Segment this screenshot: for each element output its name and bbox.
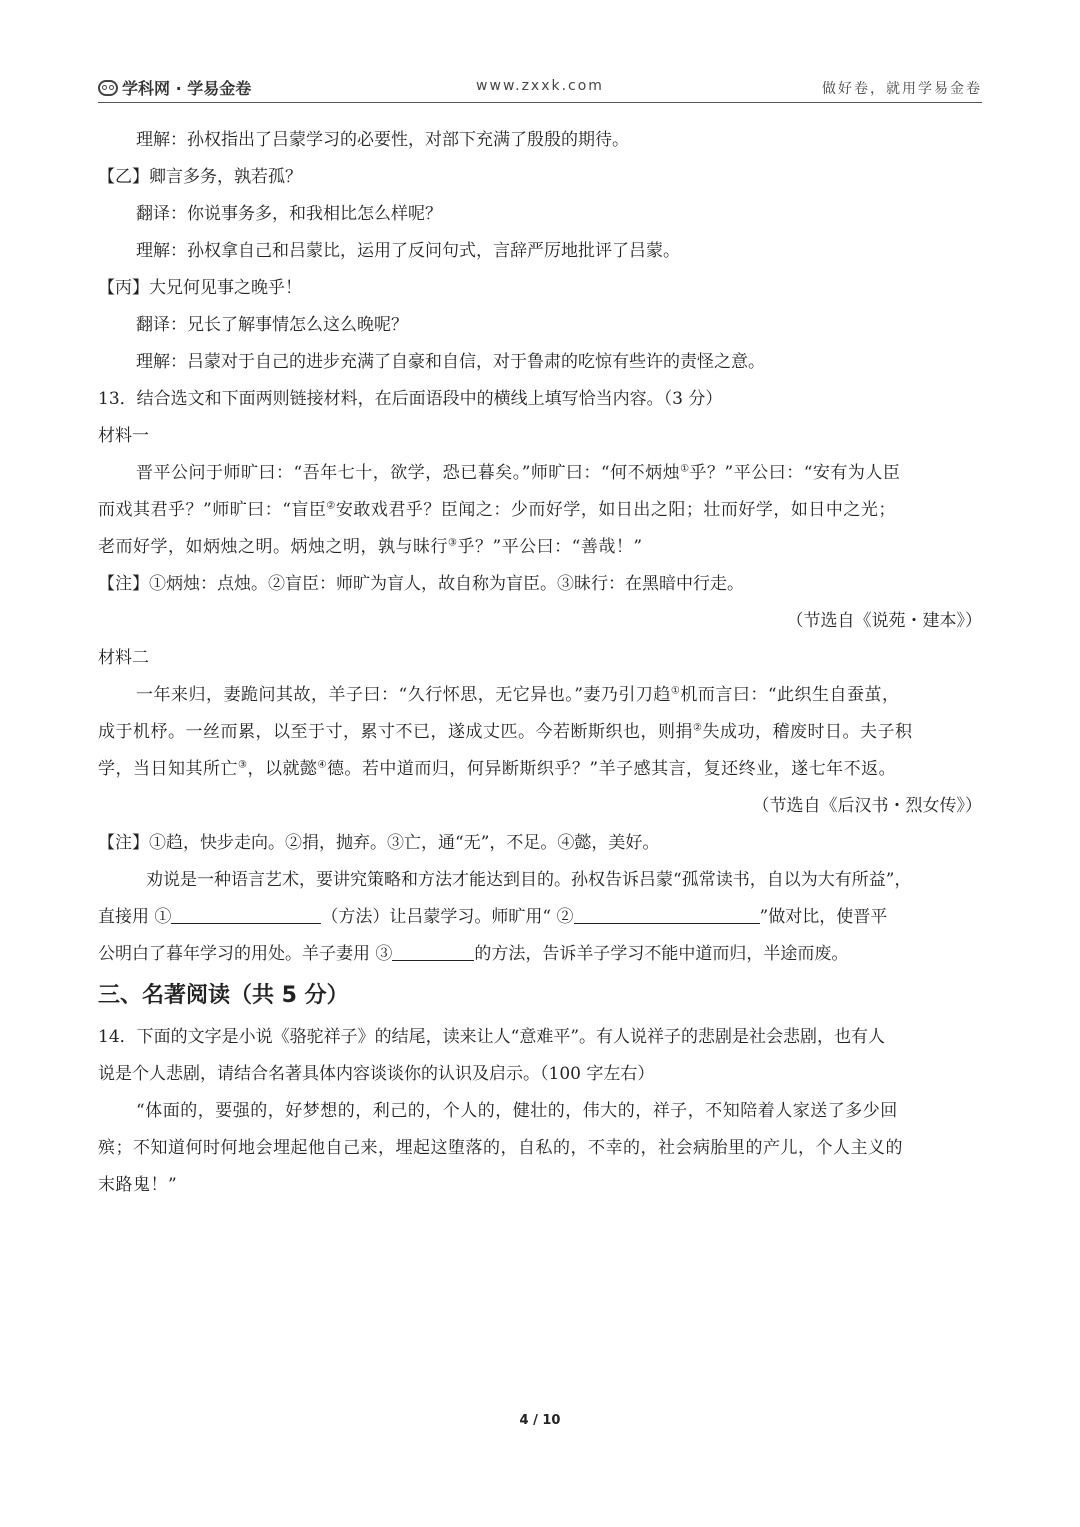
site-url: www.zxxk.com [476, 78, 604, 94]
section-heading: 三、名著阅读（共 5 分） [98, 983, 349, 1008]
blank-1[interactable] [171, 903, 321, 924]
text-line: 理解：孙权指出了吕蒙学习的必要性，对部下充满了殷殷的期待。 [136, 130, 629, 150]
question-14: 14．下面的文字是小说《骆驼祥子》的结尾，读来让人“意难平”。有人说祥子的悲剧是社会悲剧，也有人 [98, 1027, 886, 1047]
material-2-line: 学，当日知其所亡③，以就懿④德。若中道而归，何异断斯织乎？”羊子感其言，复还终业，遂七年不返。 [98, 759, 897, 779]
text-line: 翻译：兄长了解事情怎么这么晚呢？ [136, 315, 408, 335]
material-1-heading: 材料一 [98, 426, 149, 446]
header-slogan: 做好卷，就用学易金卷 [822, 81, 982, 97]
blank-3[interactable] [392, 940, 474, 961]
answer-paragraph-line: 劝说是一种语言艺术，要讲究策略和方法才能达到目的。孙权告诉吕蒙“孤常读书，自以为大有所益”， [146, 870, 912, 890]
material-1-line: 而戏其君乎？”师旷曰：“盲臣②安敢戏君乎？臣闻之：少而好学，如日出之阳；壮而好学，如日中之光； [98, 500, 896, 520]
material-1-line: 晋平公问于师旷曰：“吾年七十，欲学，恐已暮矣。”师旷曰：“何不炳烛①乎？”平公曰：“安有为人臣 [136, 463, 901, 483]
text-line: 【乙】卿言多务，孰若孤？ [98, 167, 302, 187]
question-13: 13．结合选文和下面两则链接材料，在后面语段中的横线上填写恰当内容。（3 分） [98, 389, 723, 409]
material-1-source: （节选自《说苑・建本》） [786, 611, 982, 631]
text-line: 理解：吕蒙对于自己的进步充满了自豪和自信，对于鲁肃的吃惊有些许的责怪之意。 [136, 352, 765, 372]
material-1-line: 老而好学，如炳烛之明。炳烛之明，孰与昧行③乎？”平公曰：“善哉！” [98, 537, 643, 557]
quote-line: 末路鬼！” [98, 1175, 178, 1195]
answer-paragraph-line: 公明白了暮年学习的用处。羊子妻用 ③ 的方法，告诉羊子学习不能中道而归，半途而废。 [98, 936, 982, 973]
page-header [98, 76, 982, 103]
material-2-notes: 【注】①趋，快步走向。②捐，抛弃。③亡，通“无”，不足。④懿，美好。 [98, 833, 660, 853]
quote-line: “体面的，要强的，好梦想的，利己的，个人的，健壮的，伟大的，祥子，不知陪着人家送了多少回 [136, 1101, 898, 1121]
text-line: 理解：孙权拿自己和吕蒙比，运用了反问句式，言辞严厉地批评了吕蒙。 [136, 241, 680, 261]
answer-paragraph-line: 直接用 ① （方法）让吕蒙学习。师旷用“ ② ”做对比，使晋平 [98, 899, 982, 936]
text-line: 【丙】大兄何见事之晚乎！ [98, 278, 302, 298]
page-number: 4 / 10 [519, 1413, 561, 1428]
material-2-line: 成于机杼。一丝而累，以至于寸，累寸不已，遂成丈匹。今若断斯织也，则捐②失成功，稽废时日。夫子积 [98, 722, 913, 742]
logo-text: 学科网 · 学易金卷 [122, 79, 252, 98]
material-1-notes: 【注】①炳烛：点烛。②盲臣：师旷为盲人，故自称为盲臣。③昧行：在黑暗中行走。 [98, 574, 744, 594]
material-2-heading: 材料二 [98, 648, 149, 668]
material-2-source: （节选自《后汉书・烈女传》） [752, 796, 982, 816]
question-14-line: 说是个人悲剧，请结合名著具体内容谈谈你的认识及启示。（100 字左右） [98, 1064, 655, 1084]
material-2-line: 一年来归，妻跪问其故，羊子曰：“久行怀思，无它异也。”妻乃引刀趋①机而言曰：“此织生自蚕茧， [136, 685, 900, 705]
text-line: 翻译：你说事务多，和我相比怎么样呢？ [136, 204, 442, 224]
blank-2[interactable] [574, 903, 760, 924]
quote-line: 殡；不知道何时何地会埋起他自己来，埋起这堕落的，自私的，不幸的，社会病胎里的产儿，个人主义的 [98, 1138, 903, 1158]
page-content [98, 122, 982, 1204]
